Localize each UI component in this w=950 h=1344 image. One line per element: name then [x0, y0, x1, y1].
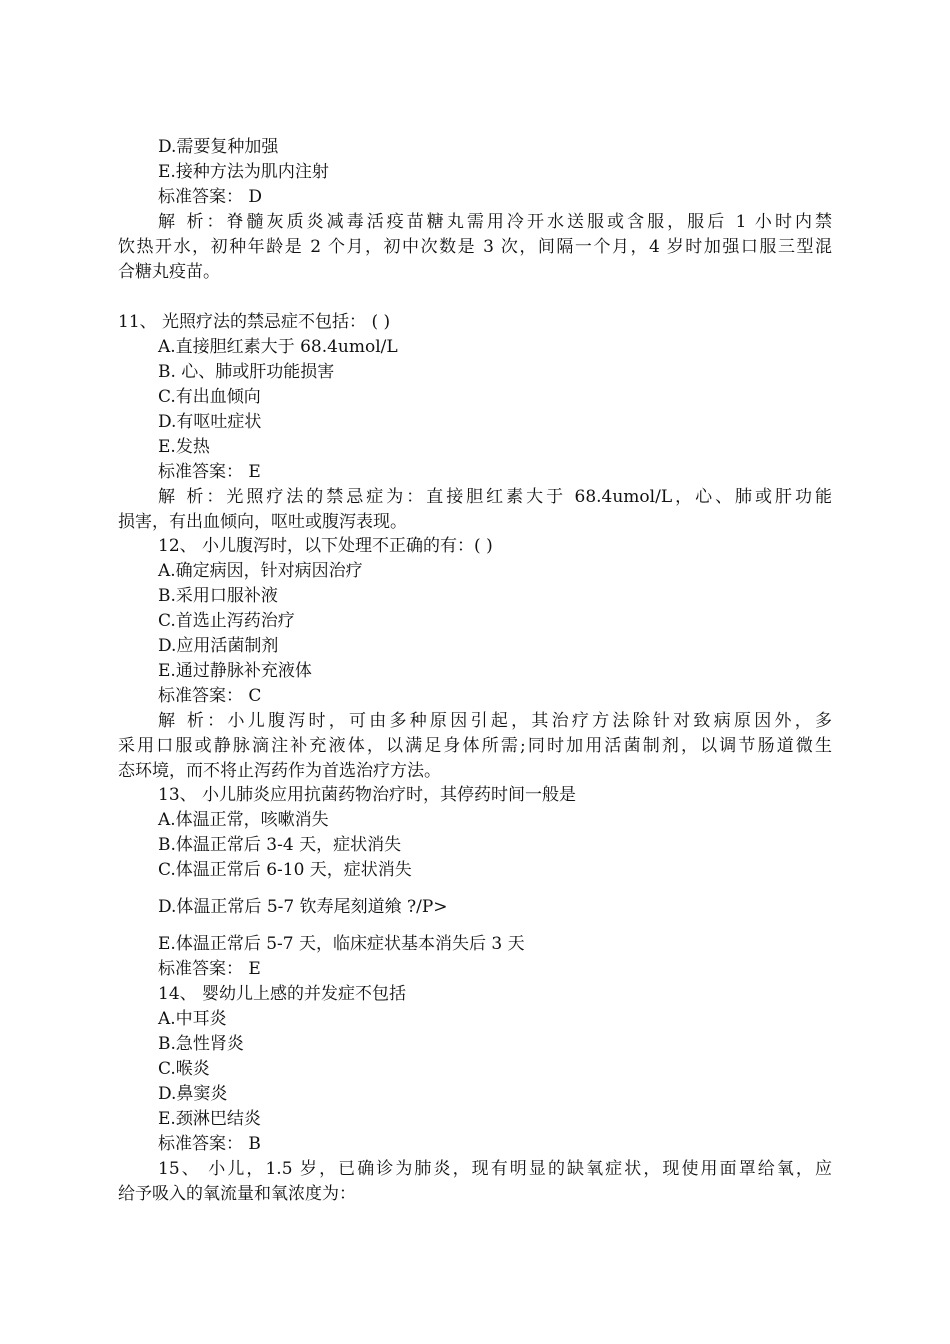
- q15-question-line-2: 给予吸入的氧流量和氧浓度为：: [118, 1184, 356, 1204]
- q15-question-line-1: 15、 小儿，1.5 岁，已确诊为肺炎，现有明显的缺氧症状，现使用面罩给氧，应: [158, 1159, 832, 1179]
- q12-option-a: A.确定病因，针对病因治疗: [158, 561, 363, 581]
- q11-option-a: A.直接胆红素大于 68.4umol/L: [158, 337, 398, 357]
- q10-option-e: E.接种方法为肌内注射: [158, 162, 329, 182]
- q13-option-a: A.体温正常，咳嗽消失: [158, 810, 329, 830]
- q12-question: 12、 小儿腹泻时，以下处理不正确的有：( ): [158, 536, 493, 556]
- q13-option-b: B.体温正常后 3-4 天，症状消失: [158, 835, 402, 855]
- q12-option-e: E.通过静脉补充液体: [158, 661, 312, 681]
- q11-analysis-line-2: 损害，有出血倾向，呕吐或腹泻表现。: [118, 512, 407, 532]
- q10-analysis-line-3: 合糖丸疫苗。: [118, 262, 220, 282]
- q11-option-d: D.有呕吐症状: [158, 412, 262, 432]
- q13-question: 13、 小儿肺炎应用抗菌药物治疗时，其停药时间一般是: [158, 785, 577, 805]
- q12-option-c: C.首选止泻药治疗: [158, 611, 295, 631]
- q14-option-e: E.颈淋巴结炎: [158, 1109, 261, 1129]
- q12-answer: 标准答案： C: [158, 686, 262, 706]
- q13-option-d: D.体温正常后 5-7 钦寿尾刻道飨 ?/P>: [158, 897, 448, 917]
- q13-answer: 标准答案： E: [158, 959, 261, 979]
- q11-analysis-line-1: 解 析：光照疗法的禁忌症为：直接胆红素大于 68.4umol/L，心、肺或肝功能: [158, 487, 832, 507]
- q12-analysis-line-1: 解 析：小儿腹泻时，可由多种原因引起，其治疗方法除针对致病原因外，多: [158, 711, 832, 731]
- q10-option-d: D.需要复种加强: [158, 137, 279, 157]
- q12-analysis-line-2: 采用口服或静脉滴注补充液体，以满足身体所需;同时加用活菌制剂，以调节肠道微生: [118, 736, 832, 756]
- q13-option-e: E.体温正常后 5-7 天，临床症状基本消失后 3 天: [158, 934, 525, 954]
- q14-option-d: D.鼻窦炎: [158, 1084, 228, 1104]
- q11-option-e: E.发热: [158, 437, 210, 457]
- q11-answer: 标准答案： E: [158, 462, 261, 482]
- q11-option-c: C.有出血倾向: [158, 387, 261, 407]
- q14-option-c: C.喉炎: [158, 1059, 210, 1079]
- q13-option-c: C.体温正常后 6-10 天，症状消失: [158, 860, 412, 880]
- q14-option-b: B.急性肾炎: [158, 1034, 244, 1054]
- q14-option-a: A.中耳炎: [158, 1009, 227, 1029]
- q12-option-d: D.应用活菌制剂: [158, 636, 279, 656]
- q10-answer: 标准答案： D: [158, 187, 263, 207]
- q12-option-b: B.采用口服补液: [158, 586, 278, 606]
- q10-analysis-line-2: 饮热开水，初种年龄是 2 个月，初中次数是 3 次，间隔一个月，4 岁时加强口服三型混: [118, 237, 832, 257]
- q11-option-b: B. 心、肺或肝功能损害: [158, 362, 335, 382]
- q12-analysis-line-3: 态环境，而不将止泻药作为首选治疗方法。: [118, 761, 441, 781]
- q14-answer: 标准答案： B: [158, 1134, 261, 1154]
- q11-question: 11、 光照疗法的禁忌症不包括： ( ): [118, 312, 391, 332]
- q14-question: 14、 婴幼儿上感的并发症不包括: [158, 984, 407, 1004]
- q10-analysis-line-1: 解 析：脊髓灰质炎减毒活疫苗糖丸需用冷开水送服或含服，服后 1 小时内禁: [158, 212, 832, 232]
